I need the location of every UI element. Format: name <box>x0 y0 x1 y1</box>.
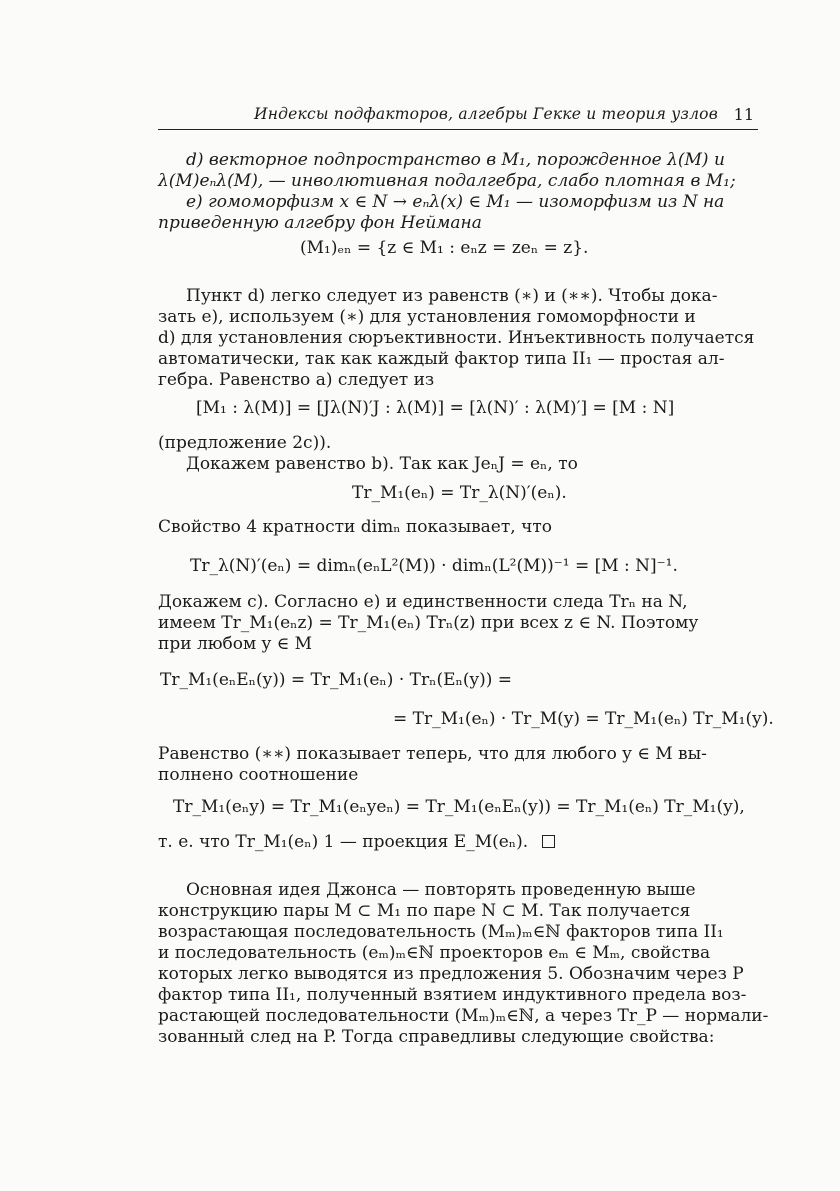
paragraph-line: (предложение 2c)). <box>158 433 332 453</box>
paragraph-line: при любом y ∈ M <box>158 634 313 654</box>
item-d-line-2: λ(M)eₙλ(M), — инволютивная подалгебра, слабо плотная в M₁; <box>158 171 736 191</box>
formula-reduced-algebra: (M₁)ₑₙ = {z ∈ M₁ : eₙz = zeₙ = z}. <box>300 238 589 258</box>
paragraph-line: которых легко выводятся из предложения 5. Обозначим через P <box>158 964 744 984</box>
conclusion-text: т. е. что Tr_M₁(eₙ) 1 — проекция E_M(eₙ). <box>158 832 529 852</box>
item-e-line-1: e) гомоморфизм x ∈ N → eₙλ(x) ∈ M₁ — изоморфизм из N на <box>186 192 725 212</box>
paragraph-line: растающей последовательности (Mₘ)ₘ∈ℕ, а через Tr_P — нормали- <box>158 1006 769 1026</box>
paragraph-line: Свойство 4 кратности dimₙ показывает, что <box>158 517 552 537</box>
paragraph-jones-construction <box>158 880 769 1048</box>
paragraph-line: конструкцию пары M ⊂ M₁ по паре N ⊂ M. Так получается <box>158 901 691 921</box>
formula-trace-equality: Tr_M₁(eₙ) = Tr_λ(N)′(eₙ). <box>352 483 567 503</box>
paragraph-line: автоматически, так как каждый фактор типа II₁ — простая ал- <box>158 349 725 369</box>
paragraph-line: имеем Tr_M₁(eₙz) = Tr_M₁(eₙ) Trₙ(z) при всех z ∈ N. Поэтому <box>158 613 699 633</box>
paragraph-line: и последовательность (eₘ)ₘ∈ℕ проекторов eₘ ∈ Mₘ, свойства <box>158 943 711 963</box>
page-number: 11 <box>733 105 754 124</box>
paragraph-line: Пункт d) легко следует из равенств (∗) и (∗∗). Чтобы дока- <box>186 286 718 306</box>
item-d-line-1: d) векторное подпространство в M₁, порожденное λ(M) и <box>186 150 725 170</box>
paragraph-line: полнено соотношение <box>158 765 359 785</box>
formula-trace-product: Tr_M₁(eₙy) = Tr_M₁(eₙyeₙ) = Tr_M₁(eₙEₙ(y)) = Tr_M₁(eₙ) Tr_M₁(y), <box>173 797 745 817</box>
formula-trace-expansion-2: = Tr_M₁(eₙ) · Tr_M(y) = Tr_M₁(eₙ) Tr_M₁(y). <box>393 709 774 729</box>
qed-box-icon <box>542 835 555 848</box>
paragraph-line: фактор типа II₁, полученный взятием индуктивного предела воз- <box>158 985 747 1005</box>
items-block <box>158 150 758 234</box>
paragraph-line: Докажем c). Согласно e) и единственности следа Trₙ на N, <box>158 592 688 612</box>
paragraph-proof-b <box>158 433 758 475</box>
paragraph-line: возрастающая последовательность (Mₘ)ₘ∈ℕ факторов типа II₁ <box>158 922 724 942</box>
header-title: Индексы подфакторов, алгебры Гекке и теория узлов <box>254 105 718 123</box>
paragraph-line: зать e), используем (∗) для установления гомоморфности и <box>158 307 696 327</box>
item-e-line-2: приведенную алгебру фон Неймана <box>158 213 482 233</box>
paragraph-dim-property <box>158 517 758 538</box>
paragraph-line: гебра. Равенство a) следует из <box>158 370 435 390</box>
paragraph-line: Равенство (∗∗) показывает теперь, что для любого y ∈ M вы- <box>158 744 707 764</box>
formula-trace-expansion-1: Tr_M₁(eₙEₙ(y)) = Tr_M₁(eₙ) · Trₙ(Eₙ(y)) = <box>160 670 512 690</box>
formula-dim: Tr_λ(N)′(eₙ) = dimₙ(eₙL²(M)) · dimₙ(L²(M))⁻¹ = [M : N]⁻¹. <box>190 556 678 576</box>
paragraph-line: зованный след на P. Тогда справедливы следующие свойства: <box>158 1027 715 1047</box>
paragraph-relation <box>158 744 758 786</box>
paragraph-line: Основная идея Джонса — повторять проведенную выше <box>186 880 696 900</box>
running-header <box>158 103 758 130</box>
formula-index-equality: [M₁ : λ(M)] = [Jλ(N)′J : λ(M)] = [λ(N)′ : λ(M)′] = [M : N] <box>196 398 675 418</box>
conclusion-line <box>158 832 758 852</box>
paragraph-proof-c <box>158 592 758 655</box>
paragraph-line: Докажем равенство b). Так как JeₙJ = eₙ, то <box>186 454 578 474</box>
paragraph-line: d) для установления сюръективности. Инъективность получается <box>158 328 755 348</box>
paragraph-proof-d-e <box>158 286 758 391</box>
